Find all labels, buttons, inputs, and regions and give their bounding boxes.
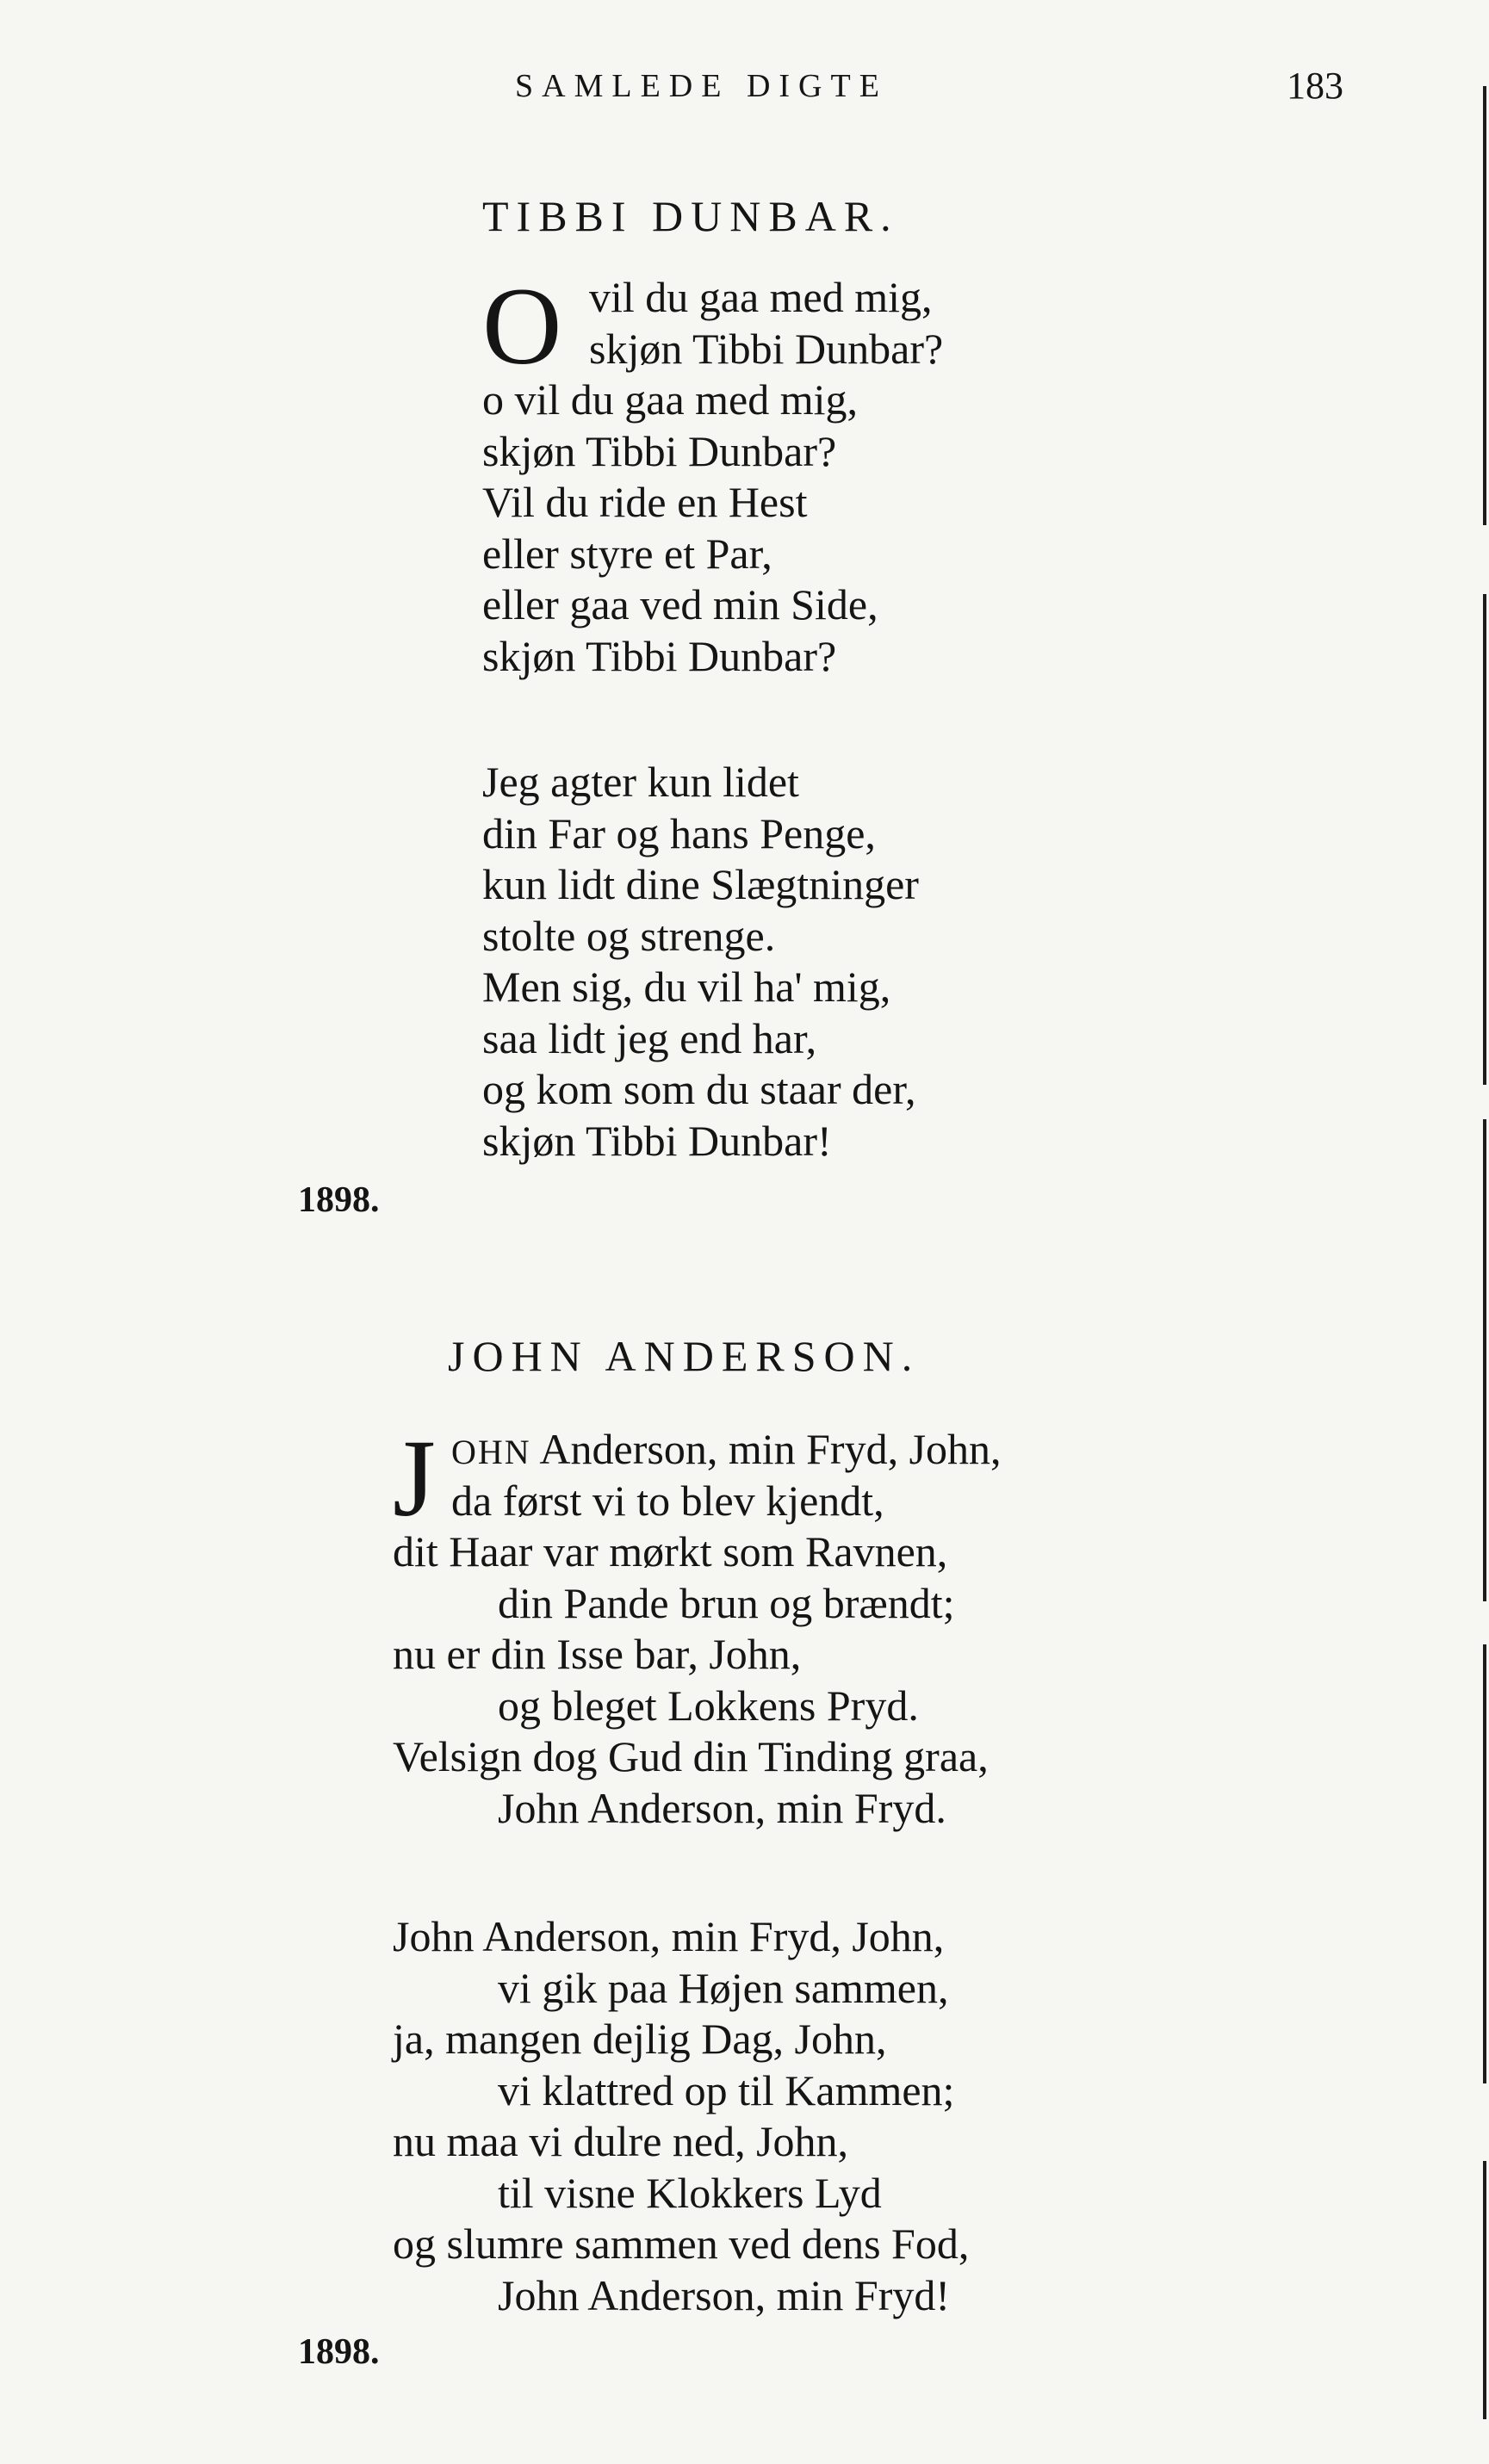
page-edge-shadow bbox=[1483, 86, 1486, 525]
poem-title-tibbi-dunbar: TIBBI DUNBAR. bbox=[482, 192, 899, 240]
verse-line: til visne Klokkers Lyd bbox=[498, 2168, 882, 2217]
verse-line: vi gik paa Højen sammen, bbox=[498, 1963, 949, 2012]
verse-line: stolte og strenge. bbox=[482, 911, 776, 960]
verse-line: vil du gaa med mig, bbox=[589, 273, 933, 321]
poem-year: 1898. bbox=[298, 1180, 380, 1220]
verse-line: Jeg agter kun lidet bbox=[482, 758, 799, 806]
verse-line: skjøn Tibbi Dunbar? bbox=[482, 631, 837, 680]
verse-line: John Anderson, min Fryd! bbox=[498, 2270, 950, 2319]
verse-line: eller gaa ved min Side, bbox=[482, 580, 878, 628]
opening-lines bbox=[482, 265, 944, 387]
verse-line: John Anderson, min Fryd, John, bbox=[393, 1912, 945, 1960]
verse-line bbox=[393, 1424, 1002, 1476]
verse-line: ja, mangen dejlig Dag, John, bbox=[393, 2015, 887, 2063]
verse-line: da først vi to blev kjendt, bbox=[451, 1476, 884, 1525]
page-edge-shadow bbox=[1483, 1644, 1486, 2083]
verse-line: skjøn Tibbi Dunbar! bbox=[482, 1116, 832, 1165]
page-number: 183 bbox=[1287, 65, 1343, 107]
verse-line: kun lidt dine Slægtninger bbox=[482, 860, 919, 908]
verse-line: John Anderson, min Fryd. bbox=[498, 1783, 946, 1832]
drop-cap: J bbox=[393, 1417, 436, 1539]
verse-line: skjøn Tibbi Dunbar? bbox=[482, 426, 837, 475]
drop-cap: O bbox=[482, 265, 562, 387]
verse-line: vi klattred op til Kammen; bbox=[498, 2065, 955, 2114]
poem-john-anderson bbox=[393, 1417, 1002, 2321]
page-edge-shadow bbox=[1483, 1119, 1486, 1601]
poem-title-john-anderson: JOHN ANDERSON. bbox=[448, 1332, 921, 1380]
verse-line: skjøn Tibbi Dunbar? bbox=[589, 324, 944, 373]
verse-line: din Pande brun og brændt; bbox=[498, 1578, 955, 1627]
small-caps-text: OHN bbox=[451, 1433, 531, 1471]
verse-line: o vil du gaa med mig, bbox=[482, 375, 859, 424]
verse-line: og slumre sammen ved dens Fod, bbox=[393, 2219, 970, 2268]
verse-line: dit Haar var mørkt som Ravnen, bbox=[393, 1527, 948, 1576]
verse-line: saa lidt jeg end har, bbox=[482, 1013, 817, 1062]
page-edge-shadow bbox=[1483, 594, 1486, 1085]
running-head: SAMLEDE DIGTE bbox=[515, 68, 888, 104]
verse-line: og kom som du staar der, bbox=[482, 1065, 916, 1113]
verse-text: Anderson, min Fryd, John, bbox=[530, 1425, 1002, 1473]
verse-line: din Far og hans Penge, bbox=[482, 808, 876, 857]
verse-line: og bleget Lokkens Pryd. bbox=[498, 1681, 919, 1730]
verse-line: eller styre et Par, bbox=[482, 529, 772, 578]
verse-line: nu maa vi dulre ned, John, bbox=[393, 2117, 849, 2165]
verse-line: Velsign dog Gud din Tinding graa, bbox=[393, 1732, 989, 1780]
opening-lines bbox=[393, 1417, 1002, 1539]
verse-line: nu er din Isse bar, John, bbox=[393, 1630, 802, 1678]
page-edge-shadow bbox=[1483, 2161, 1486, 2419]
poem-year: 1898. bbox=[298, 2332, 380, 2372]
verse-line: Men sig, du vil ha' mig, bbox=[482, 963, 891, 1011]
verse-line: Vil du ride en Hest bbox=[482, 478, 808, 526]
poem-tibbi-dunbar bbox=[482, 265, 944, 1167]
